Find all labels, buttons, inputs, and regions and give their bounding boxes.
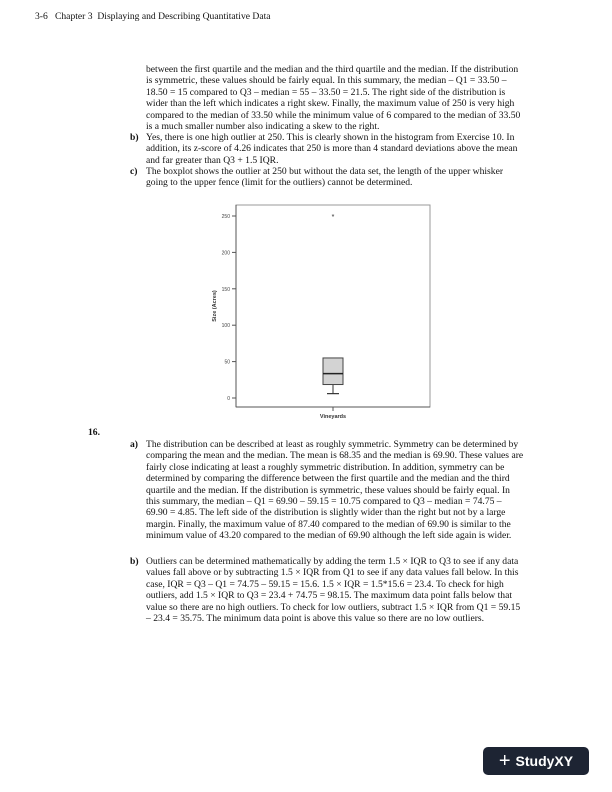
text-line: Outliers can be determined mathematically by adding the term 1.5 × IQR to Q3 to see if any data [146,556,519,567]
intro-paragraph [146,64,520,132]
y-axis-label: Size (Acres) [212,290,218,322]
part-c-text [146,166,503,189]
y-tick-label: 150 [221,286,230,293]
y-tick-label: 250 [221,214,230,220]
text-line: values fall above or by subtracting 1.5 × IQR from Q1 to see if any data values fall below. In this [146,567,519,579]
text-line: quartile and the median. If the distribution is symmetric, these values should be fairly equal. In [146,484,510,496]
text-line: compared to the median of 33.50 while the minimum value of 6 compared to the median of 33.50 [146,109,521,121]
outlier-marker: * [331,214,335,221]
text-line: is a much smaller number also indicating a skew to the right. [146,120,380,132]
text-line: addition, its z-score of 4.26 indicates that 250 is more than 4 standard deviations above the mean [146,143,518,155]
q16-part-a-text [146,439,523,542]
text-line: – 23.4 = 35.75. The minimum data point is above this value so there are no low outliers. [146,612,485,624]
x-tick-label: Vineyards [319,414,347,420]
text-line: case, IQR = Q3 – Q1 = 74.75 – 59.15 = 15.6. 1.5 × IQR = 1.5*15.6 = 23.4. To check for high [146,578,504,590]
logo-text: StudyXY [515,753,574,769]
text-line: Yes, there is one high outlier at 250. This is clearly shown in the histogram from Exercise 10. In [146,132,515,143]
y-tick-label: 0 [227,396,230,402]
studyxy-logo [483,747,589,775]
text-line: this summary, the median – Q1 = 69.90 – 59.15 = 10.75 compared to Q3 – median = 74.75 – [146,495,502,507]
text-line: wider than the left which indicates a right skew. Finally, the maximum value of 250 is very high [146,98,515,110]
boxplot-chart [200,200,440,425]
text-line: 18.50 = 15 compared to Q3 – median = 55 – 33.50 = 21.5. The right side of the distribution is [146,86,506,98]
text-line: comparing the mean and the median. The mean is 68.35 and the median is 69.90. These values are [146,450,524,462]
text-line: value so there are no high outliers. To check for low outliers, subtract 1.5 × IQR from Q1 = 59.15 [146,601,521,613]
part-b-text [146,132,517,166]
text-line: The distribution can be described at least as roughly symmetric. Symmetry can be determined by [146,439,519,450]
text-line: and far greater than Q3 + 1.5 IQR. [146,154,279,166]
text-line: determined by comparing the difference between the first quartile and the median and the third [146,473,510,485]
y-tick-label: 200 [221,250,230,257]
plus-icon: + [498,750,511,772]
text-line: The boxplot shows the outlier at 250 but without the data set, the length of the upper whisker [146,166,504,177]
text-line: outliers, add 1.5 × IQR to Q3 = 23.4 + 74.75 = 98.15. The maximum data point falls below that [146,590,512,602]
text-line: 69.90 = 4.85. The left side of the distribution is slightly wider than the right but not by a large [146,507,506,519]
iqr-box [323,358,343,385]
text-line: going to the upper fence (limit for the outliers) cannot be determined. [146,177,413,189]
part-c-label: c) [130,166,138,177]
text-line: margin. Finally, the maximum value of 87.40 compared to the median of 69.90 is similar to the [146,518,511,530]
text-line: between the first quartile and the median and the third quartile and the median. If the distribution [146,64,519,75]
q16-part-b-label: b) [130,556,139,567]
part-b-label: b) [130,132,139,143]
text-line: minimum value of 43.20 compared to the median of 69.90 although the left side again is wider. [146,530,512,542]
q16-part-b-text [146,556,520,624]
page-header: 3-6 Chapter 3 Displaying and Describing Quantitative Data [35,11,271,22]
question-number: 16. [88,427,100,438]
y-tick-label: 100 [221,323,230,330]
text-line: is symmetric, these values should be fairly equal. In this summary, the median – Q1 = 33.50 – [146,75,507,87]
text-line: fairly close indicating at least a roughly symmetric distribution. In addition, symmetry can be [146,461,505,473]
y-tick-label: 50 [224,359,230,366]
q16-part-a-label: a) [130,439,138,450]
